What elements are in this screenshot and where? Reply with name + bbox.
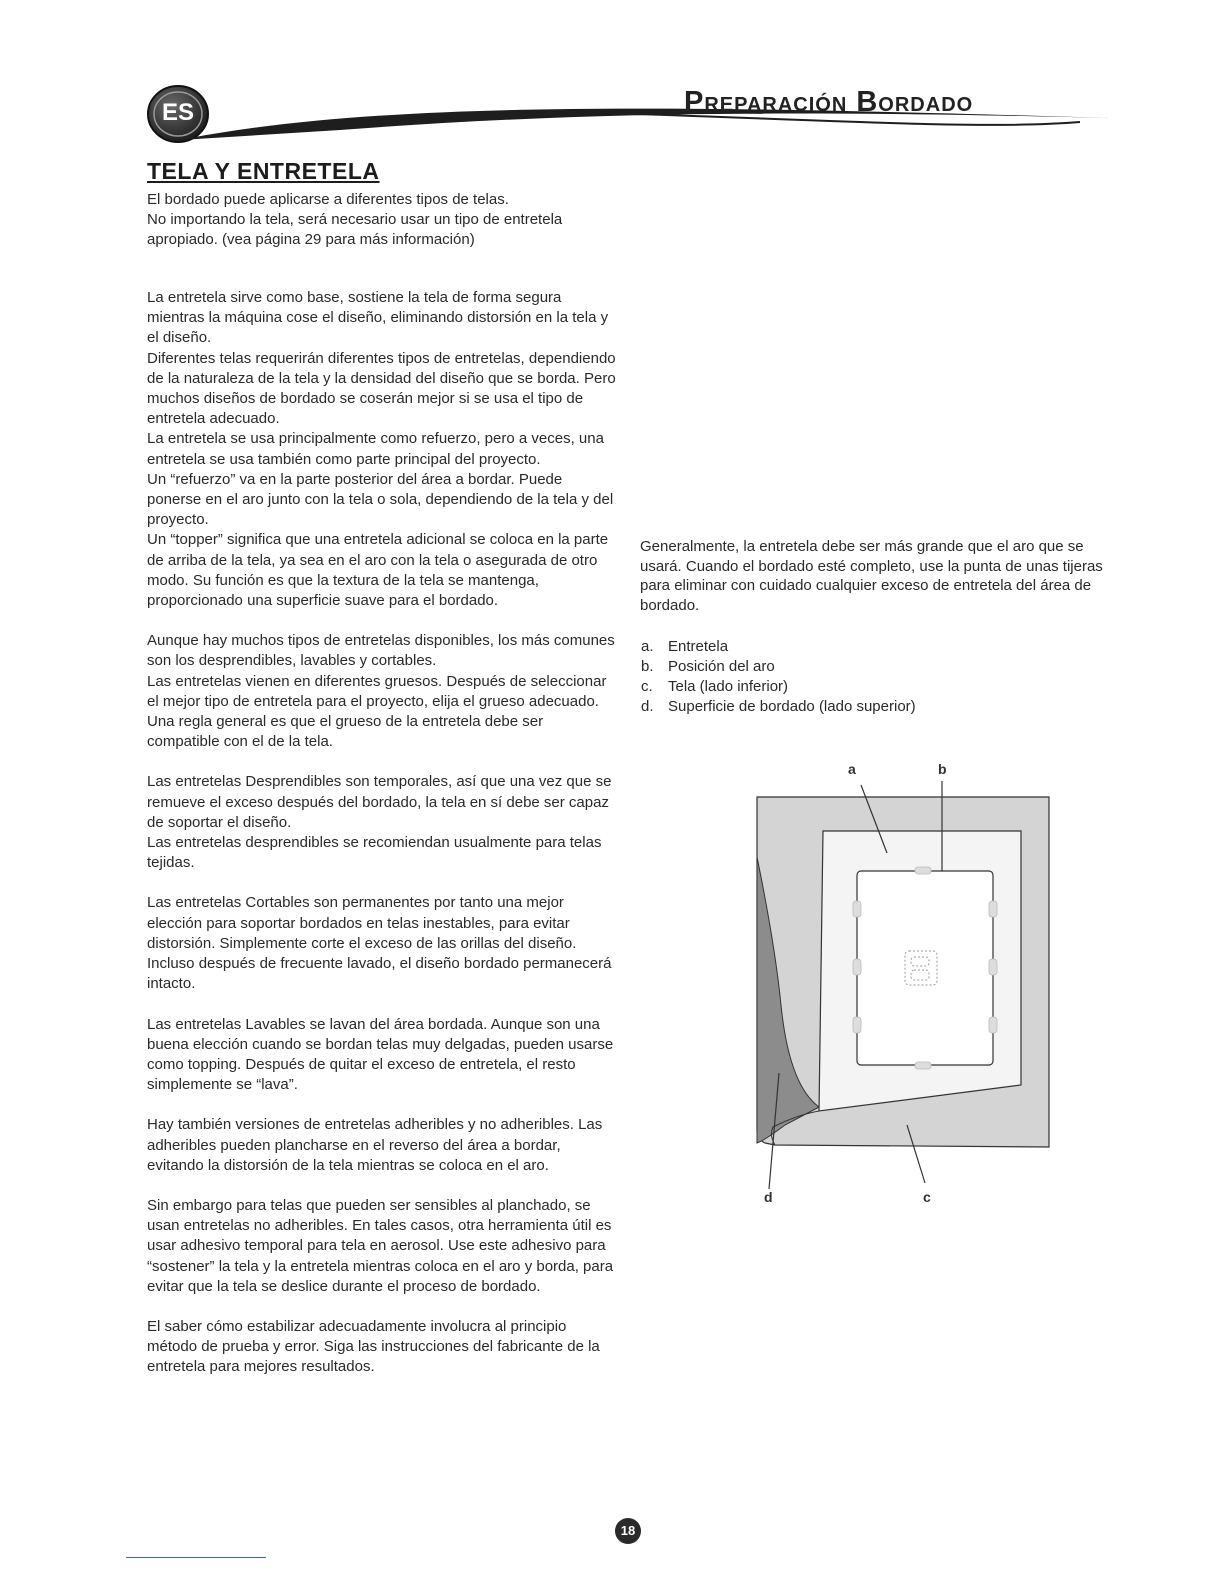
diagram-legend xyxy=(640,637,1110,717)
legend-letter: c. xyxy=(641,678,653,695)
intro-line-2: No importando la tela, será necesario usar un tipo de entretela apropiado. (vea página 29 para más información) xyxy=(147,211,563,249)
body-paragraph: Hay también versiones de entretelas adheribles y no adheribles. Las adheribles pueden plancharse en el reverso del área a bordar, evitando la distorsión de la tela mientras se coloca en el aro. xyxy=(147,1116,603,1174)
right-paragraph-text: Generalmente, la entretela debe ser más grande que el aro que se usará. Cuando el bordado esté completo, use la punta de unas tijeras para eliminar con cuidado cualquier exceso de entretela del área de bordado. xyxy=(640,538,1103,614)
legend-item xyxy=(640,677,1110,697)
intro-line-1: El bordado puede aplicarse a diferentes tipos de telas. xyxy=(147,191,509,208)
body-paragraph: Las entretelas Lavables se lavan del área bordada. Aunque son una buena elección cuando se bordan telas muy delgadas, pueden usarse como topping. Después de quitar el exceso de entretela, el resto simplemente se “lava”. xyxy=(147,1015,614,1094)
right-paragraph xyxy=(640,537,1110,615)
footer-rule xyxy=(126,1557,266,1558)
page-number: 18 xyxy=(615,1518,641,1544)
language-code: ES xyxy=(161,99,194,126)
legend-item xyxy=(640,697,1110,717)
legend-text: Entretela xyxy=(668,638,729,655)
legend-text: Superficie de bordado (lado superior) xyxy=(668,698,916,715)
diagram-label-d: d xyxy=(764,1189,773,1205)
diagram-label-b: b xyxy=(938,761,947,777)
body-paragraph: La entretela se usa principalmente como refuerzo, pero a veces, una entretela se usa también como parte principal del proyecto. xyxy=(147,430,604,468)
body-paragraph: Un “refuerzo” va en la parte posterior del área a bordar. Puede ponerse en el aro junto con la tela o sola, dependiendo de la tela y del proyecto. xyxy=(147,470,614,529)
section-title: TELA Y ENTRETELA xyxy=(147,158,380,184)
legend-text: Tela (lado inferior) xyxy=(668,678,789,695)
diagram-label-c: c xyxy=(923,1189,931,1205)
body-text xyxy=(147,288,617,1378)
legend-item xyxy=(640,657,1110,677)
legend-letter: a. xyxy=(641,638,654,655)
body-paragraph: El saber cómo estabilizar adecuadamente involucra al principio método de prueba y error. Siga las instrucciones del fabricante de la entretela para mejores resultados. xyxy=(147,1317,600,1376)
diagram-label-a: a xyxy=(848,761,856,777)
body-paragraph: Las entretelas Desprendibles son temporales, así que una vez que se remueve el exceso después del bordado, la tela en sí debe ser capaz de soportar el diseño. xyxy=(147,773,612,831)
body-paragraph: Aunque hay muchos tipos de entretelas disponibles, los más comunes son los desprendibles, lavables y cortables. xyxy=(147,632,615,670)
body-paragraph: Las entretelas desprendibles se recomiendan usualmente para telas tejidas. xyxy=(147,834,602,872)
body-paragraph: Diferentes telas requerirán diferentes tipos de entretelas, dependiendo de la naturaleza de la tela y la densidad del diseño que se borda. Pero muchos diseños de bordado se coserán mejor si se usa el tipo de entretela adecuado. xyxy=(147,349,616,428)
page-header-title: Preparación Bordado xyxy=(684,86,974,118)
legend-letter: d. xyxy=(641,698,654,715)
body-paragraph: Sin embargo para telas que pueden ser sensibles al planchado, se usan entretelas no adheribles. En tales casos, otra herramienta útil es usar adhesivo temporal para tela en aerosol. Use este adhesivo para “sostener” la tela y la entretela mientras coloca en el aro y borda, para evitar que la tela se deslice durante el proceso de bordado. xyxy=(147,1196,614,1295)
legend-item xyxy=(640,637,1110,657)
legend-text: Posición del aro xyxy=(668,658,775,675)
intro-text xyxy=(147,190,617,251)
body-paragraph: Las entretelas vienen en diferentes gruesos. Después de seleccionar el mejor tipo de entretela para el proyecto, elija el grueso adecuado. Una regla general es que el grueso de la entretela debe ser compatible con el de la tela. xyxy=(147,672,607,751)
diagram-illustration xyxy=(745,755,1065,1215)
stabilizer-diagram xyxy=(745,755,1065,1215)
body-paragraph: La entretela sirve como base, sostiene la tela de forma segura mientras la máquina cose el diseño, eliminando distorsión en la tela y el diseño. xyxy=(147,289,609,347)
legend-letter: b. xyxy=(641,658,654,675)
body-paragraph: Un “topper” significa que una entretela adicional se coloca en la parte de arriba de la tela, ya sea en el aro con la tela o asegurada de otro modo. Su función es que la textura de la tela se mantenga, proporcionado una superficie suave para el bordado. xyxy=(147,531,609,610)
body-paragraph: Las entretelas Cortables son permanentes por tanto una mejor elección para soportar bordados en telas inestables, para evitar distorsión. Simplemente corte el exceso de las orillas del diseño. Incluso después de frecuente lavado, el diseño bordado permanecerá intacto. xyxy=(147,894,612,993)
hoop-outline xyxy=(857,871,993,1065)
